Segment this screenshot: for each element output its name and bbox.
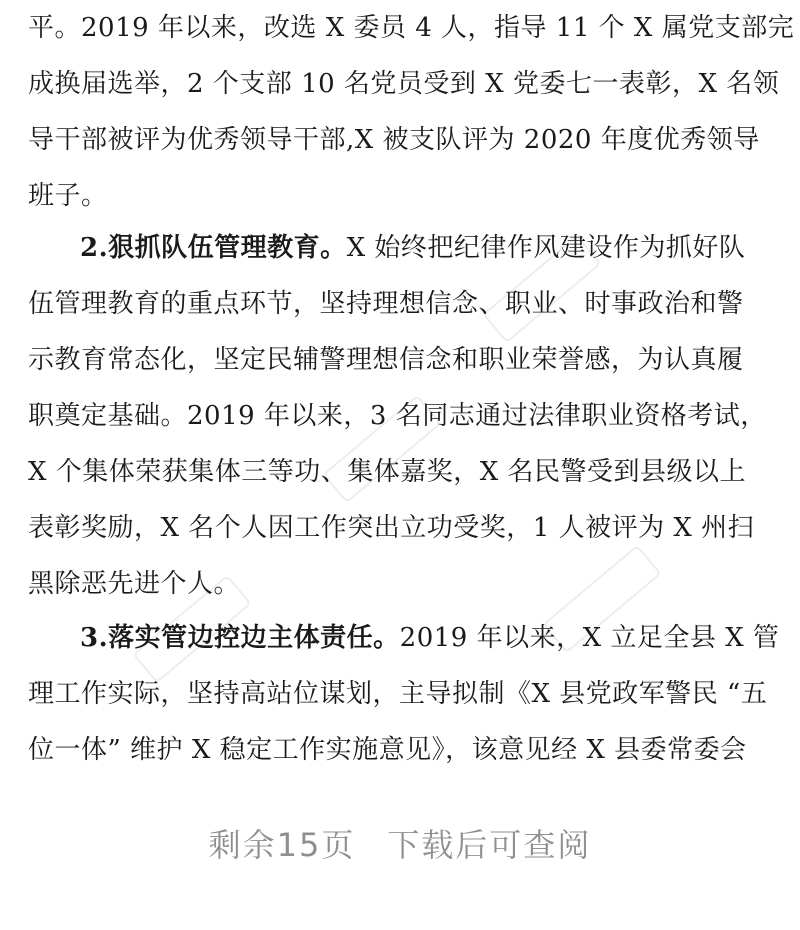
download-action-label[interactable]: 下载后可查阅 [387,826,592,864]
paragraph-text: 2019 年以来，X 立足全县 X 管 [399,623,780,653]
section-3-first-line [80,610,778,666]
paragraph-line: 黑除恶先进个人。 [28,569,241,599]
paragraph-line: 示教育常态化，坚定民辅警理想信念和职业荣誉感，为认真履 [28,345,744,375]
paragraph-line: 成换届选举，2 个支部 10 名党员受到 X 党委七一表彰，X 名领 [28,69,780,99]
download-prompt[interactable] [0,820,800,866]
paragraph-line: 导干部被评为优秀领导干部,X 被支队评为 2020 年度优秀领导 [28,125,760,155]
section-3-heading: 3.落实管边控边主体责任。 [80,623,400,653]
paragraph-line: 理工作实际，坚持高站位谋划，主导拟制《X 县党政军警民 “五 [28,679,768,709]
paragraph-line: 平。2019 年以来，改选 X 委员 4 人，指导 11 个 X 属党支部完 [28,13,795,43]
section-2-first-line [80,220,778,276]
paragraph-line: 伍管理教育的重点环节，坚持理想信念、职业、时事政治和警 [28,289,744,319]
paragraph-text: X 始终把纪律作风建设作为抓好队 [346,233,746,263]
section-2-heading: 2.狠抓队伍管理教育。 [80,233,347,263]
paragraph-line: 位一体” 维护 X 稳定工作实施意见》，该意见经 X 县委常委会 [28,735,747,765]
paragraph-line: 班子。 [28,181,108,211]
paragraph-line: 表彰奖励，X 名个人因工作突出立功受奖，1 人被评为 X 州扫 [28,513,755,543]
paragraph-line: X 个集体荣获集体三等功、集体嘉奖，X 名民警受到县级以上 [28,457,747,487]
remaining-pages-label: 剩余15页 [208,826,356,864]
paragraph-line: 职奠定基础。2019 年以来，3 名同志通过法律职业资格考试， [28,401,767,431]
